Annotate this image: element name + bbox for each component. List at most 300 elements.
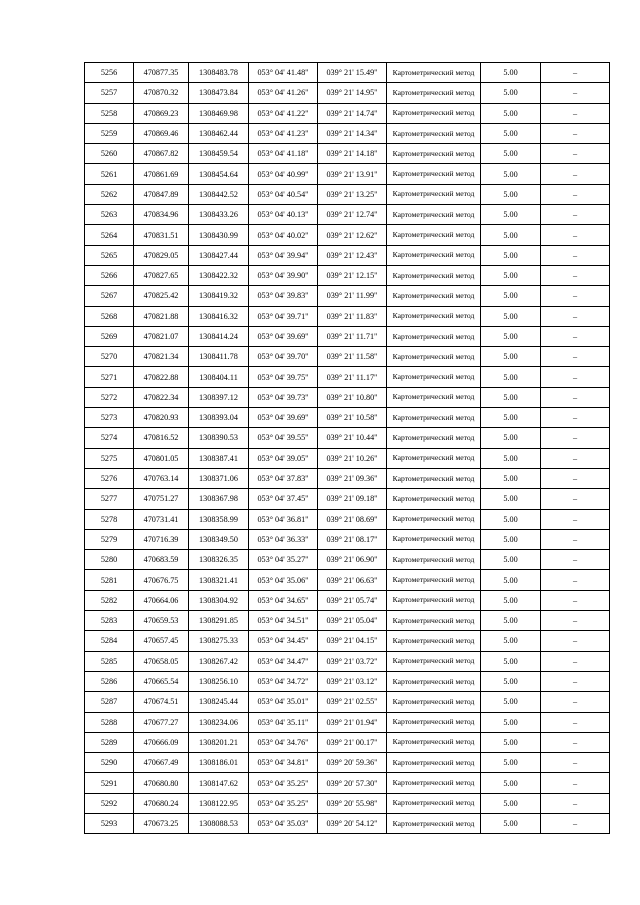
y-coordinate-cell: 1308256.10 xyxy=(189,671,249,691)
point-number-cell: 5266 xyxy=(85,265,134,285)
table-row xyxy=(85,205,610,225)
note-cell: – xyxy=(541,144,610,164)
longitude-cell: 039° 21' 12.15" xyxy=(318,265,387,285)
note-cell: – xyxy=(541,184,610,204)
method-cell: Картометрический метод xyxy=(387,428,481,448)
point-number-cell: 5293 xyxy=(85,813,134,833)
point-number-cell: 5284 xyxy=(85,631,134,651)
method-cell: Картометрический метод xyxy=(387,671,481,691)
accuracy-cell: 5.00 xyxy=(481,692,541,712)
table-row xyxy=(85,671,610,691)
method-cell: Картометрический метод xyxy=(387,489,481,509)
longitude-cell: 039° 20' 57.30" xyxy=(318,773,387,793)
y-coordinate-cell: 1308416.32 xyxy=(189,306,249,326)
point-number-cell: 5274 xyxy=(85,428,134,448)
point-number-cell: 5283 xyxy=(85,611,134,631)
note-cell: – xyxy=(541,265,610,285)
point-number-cell: 5269 xyxy=(85,326,134,346)
y-coordinate-cell: 1308321.41 xyxy=(189,570,249,590)
latitude-cell: 053° 04' 41.22" xyxy=(249,103,318,123)
point-number-cell: 5278 xyxy=(85,509,134,529)
point-number-cell: 5261 xyxy=(85,164,134,184)
x-coordinate-cell: 470816.52 xyxy=(134,428,189,448)
point-number-cell: 5262 xyxy=(85,184,134,204)
point-number-cell: 5285 xyxy=(85,651,134,671)
longitude-cell: 039° 21' 14.95" xyxy=(318,83,387,103)
longitude-cell: 039° 21' 13.91" xyxy=(318,164,387,184)
note-cell: – xyxy=(541,631,610,651)
point-number-cell: 5257 xyxy=(85,83,134,103)
note-cell: – xyxy=(541,651,610,671)
accuracy-cell: 5.00 xyxy=(481,570,541,590)
method-cell: Картометрический метод xyxy=(387,753,481,773)
method-cell: Картометрический метод xyxy=(387,205,481,225)
latitude-cell: 053° 04' 34.76" xyxy=(249,732,318,752)
method-cell: Картометрический метод xyxy=(387,387,481,407)
method-cell: Картометрический метод xyxy=(387,651,481,671)
note-cell: – xyxy=(541,732,610,752)
y-coordinate-cell: 1308469.98 xyxy=(189,103,249,123)
accuracy-cell: 5.00 xyxy=(481,83,541,103)
longitude-cell: 039° 21' 12.74" xyxy=(318,205,387,225)
table-row xyxy=(85,144,610,164)
y-coordinate-cell: 1308411.78 xyxy=(189,347,249,367)
x-coordinate-cell: 470827.65 xyxy=(134,265,189,285)
table-row xyxy=(85,326,610,346)
accuracy-cell: 5.00 xyxy=(481,732,541,752)
longitude-cell: 039° 21' 12.43" xyxy=(318,245,387,265)
point-number-cell: 5290 xyxy=(85,753,134,773)
x-coordinate-cell: 470821.88 xyxy=(134,306,189,326)
latitude-cell: 053° 04' 39.71" xyxy=(249,306,318,326)
accuracy-cell: 5.00 xyxy=(481,265,541,285)
table-row xyxy=(85,265,610,285)
longitude-cell: 039° 21' 14.74" xyxy=(318,103,387,123)
point-number-cell: 5260 xyxy=(85,144,134,164)
method-cell: Картометрический метод xyxy=(387,773,481,793)
point-number-cell: 5271 xyxy=(85,367,134,387)
x-coordinate-cell: 470680.24 xyxy=(134,793,189,813)
note-cell: – xyxy=(541,468,610,488)
coordinates-table xyxy=(84,62,610,834)
note-cell: – xyxy=(541,205,610,225)
point-number-cell: 5277 xyxy=(85,489,134,509)
latitude-cell: 053° 04' 37.83" xyxy=(249,468,318,488)
y-coordinate-cell: 1308267.42 xyxy=(189,651,249,671)
latitude-cell: 053° 04' 34.72" xyxy=(249,671,318,691)
y-coordinate-cell: 1308427.44 xyxy=(189,245,249,265)
y-coordinate-cell: 1308186.01 xyxy=(189,753,249,773)
method-cell: Картометрический метод xyxy=(387,590,481,610)
accuracy-cell: 5.00 xyxy=(481,773,541,793)
table-row xyxy=(85,570,610,590)
y-coordinate-cell: 1308404.11 xyxy=(189,367,249,387)
latitude-cell: 053° 04' 39.69" xyxy=(249,326,318,346)
y-coordinate-cell: 1308088.53 xyxy=(189,813,249,833)
table-row xyxy=(85,428,610,448)
point-number-cell: 5272 xyxy=(85,387,134,407)
latitude-cell: 053° 04' 35.06" xyxy=(249,570,318,590)
method-cell: Картометрический метод xyxy=(387,509,481,529)
method-cell: Картометрический метод xyxy=(387,326,481,346)
longitude-cell: 039° 21' 08.69" xyxy=(318,509,387,529)
method-cell: Картометрический метод xyxy=(387,265,481,285)
accuracy-cell: 5.00 xyxy=(481,367,541,387)
accuracy-cell: 5.00 xyxy=(481,306,541,326)
x-coordinate-cell: 470673.25 xyxy=(134,813,189,833)
accuracy-cell: 5.00 xyxy=(481,164,541,184)
table-row xyxy=(85,509,610,529)
note-cell: – xyxy=(541,225,610,245)
latitude-cell: 053° 04' 40.99" xyxy=(249,164,318,184)
point-number-cell: 5264 xyxy=(85,225,134,245)
point-number-cell: 5281 xyxy=(85,570,134,590)
accuracy-cell: 5.00 xyxy=(481,428,541,448)
table-row xyxy=(85,813,610,833)
point-number-cell: 5291 xyxy=(85,773,134,793)
y-coordinate-cell: 1308387.41 xyxy=(189,448,249,468)
y-coordinate-cell: 1308275.33 xyxy=(189,631,249,651)
method-cell: Картометрический метод xyxy=(387,347,481,367)
table-row xyxy=(85,793,610,813)
x-coordinate-cell: 470667.49 xyxy=(134,753,189,773)
latitude-cell: 053° 04' 39.90" xyxy=(249,265,318,285)
accuracy-cell: 5.00 xyxy=(481,448,541,468)
latitude-cell: 053° 04' 34.45" xyxy=(249,631,318,651)
latitude-cell: 053° 04' 35.25" xyxy=(249,793,318,813)
method-cell: Картометрический метод xyxy=(387,164,481,184)
longitude-cell: 039° 21' 05.74" xyxy=(318,590,387,610)
accuracy-cell: 5.00 xyxy=(481,753,541,773)
x-coordinate-cell: 470834.96 xyxy=(134,205,189,225)
x-coordinate-cell: 470822.88 xyxy=(134,367,189,387)
note-cell: – xyxy=(541,428,610,448)
point-number-cell: 5287 xyxy=(85,692,134,712)
longitude-cell: 039° 21' 11.58" xyxy=(318,347,387,367)
point-number-cell: 5267 xyxy=(85,286,134,306)
accuracy-cell: 5.00 xyxy=(481,631,541,651)
y-coordinate-cell: 1308442.52 xyxy=(189,184,249,204)
y-coordinate-cell: 1308397.12 xyxy=(189,387,249,407)
note-cell: – xyxy=(541,367,610,387)
longitude-cell: 039° 21' 10.26" xyxy=(318,448,387,468)
longitude-cell: 039° 21' 11.71" xyxy=(318,326,387,346)
point-number-cell: 5282 xyxy=(85,590,134,610)
accuracy-cell: 5.00 xyxy=(481,590,541,610)
note-cell: – xyxy=(541,83,610,103)
accuracy-cell: 5.00 xyxy=(481,347,541,367)
table-row xyxy=(85,651,610,671)
y-coordinate-cell: 1308234.06 xyxy=(189,712,249,732)
accuracy-cell: 5.00 xyxy=(481,408,541,428)
x-coordinate-cell: 470831.51 xyxy=(134,225,189,245)
method-cell: Картометрический метод xyxy=(387,144,481,164)
y-coordinate-cell: 1308462.44 xyxy=(189,123,249,143)
method-cell: Картометрический метод xyxy=(387,448,481,468)
accuracy-cell: 5.00 xyxy=(481,489,541,509)
longitude-cell: 039° 20' 55.98" xyxy=(318,793,387,813)
method-cell: Картометрический метод xyxy=(387,793,481,813)
longitude-cell: 039° 21' 08.17" xyxy=(318,529,387,549)
point-number-cell: 5263 xyxy=(85,205,134,225)
y-coordinate-cell: 1308459.54 xyxy=(189,144,249,164)
longitude-cell: 039° 21' 04.15" xyxy=(318,631,387,651)
accuracy-cell: 5.00 xyxy=(481,123,541,143)
x-coordinate-cell: 470683.59 xyxy=(134,550,189,570)
y-coordinate-cell: 1308326.35 xyxy=(189,550,249,570)
x-coordinate-cell: 470870.32 xyxy=(134,83,189,103)
method-cell: Картометрический метод xyxy=(387,286,481,306)
note-cell: – xyxy=(541,286,610,306)
x-coordinate-cell: 470829.05 xyxy=(134,245,189,265)
accuracy-cell: 5.00 xyxy=(481,63,541,83)
table-row xyxy=(85,732,610,752)
x-coordinate-cell: 470676.75 xyxy=(134,570,189,590)
latitude-cell: 053° 04' 41.48" xyxy=(249,63,318,83)
note-cell: – xyxy=(541,347,610,367)
method-cell: Картометрический метод xyxy=(387,408,481,428)
method-cell: Картометрический метод xyxy=(387,732,481,752)
table-row xyxy=(85,590,610,610)
method-cell: Картометрический метод xyxy=(387,550,481,570)
note-cell: – xyxy=(541,671,610,691)
y-coordinate-cell: 1308454.64 xyxy=(189,164,249,184)
accuracy-cell: 5.00 xyxy=(481,387,541,407)
longitude-cell: 039° 21' 11.17" xyxy=(318,367,387,387)
y-coordinate-cell: 1308430.99 xyxy=(189,225,249,245)
method-cell: Картометрический метод xyxy=(387,529,481,549)
method-cell: Картометрический метод xyxy=(387,692,481,712)
x-coordinate-cell: 470751.27 xyxy=(134,489,189,509)
method-cell: Картометрический метод xyxy=(387,63,481,83)
table-row xyxy=(85,367,610,387)
longitude-cell: 039° 21' 09.18" xyxy=(318,489,387,509)
coordinates-table-body xyxy=(85,63,610,834)
method-cell: Картометрический метод xyxy=(387,184,481,204)
x-coordinate-cell: 470877.35 xyxy=(134,63,189,83)
x-coordinate-cell: 470847.89 xyxy=(134,184,189,204)
table-row xyxy=(85,184,610,204)
x-coordinate-cell: 470869.46 xyxy=(134,123,189,143)
x-coordinate-cell: 470731.41 xyxy=(134,509,189,529)
x-coordinate-cell: 470763.14 xyxy=(134,468,189,488)
note-cell: – xyxy=(541,550,610,570)
longitude-cell: 039° 21' 14.18" xyxy=(318,144,387,164)
longitude-cell: 039° 21' 02.55" xyxy=(318,692,387,712)
x-coordinate-cell: 470821.07 xyxy=(134,326,189,346)
y-coordinate-cell: 1308201.21 xyxy=(189,732,249,752)
table-row xyxy=(85,550,610,570)
latitude-cell: 053° 04' 39.55" xyxy=(249,428,318,448)
longitude-cell: 039° 20' 54.12" xyxy=(318,813,387,833)
table-row xyxy=(85,347,610,367)
accuracy-cell: 5.00 xyxy=(481,509,541,529)
latitude-cell: 053° 04' 40.02" xyxy=(249,225,318,245)
y-coordinate-cell: 1308349.50 xyxy=(189,529,249,549)
method-cell: Картометрический метод xyxy=(387,712,481,732)
y-coordinate-cell: 1308245.44 xyxy=(189,692,249,712)
x-coordinate-cell: 470666.09 xyxy=(134,732,189,752)
table-row xyxy=(85,306,610,326)
latitude-cell: 053° 04' 36.33" xyxy=(249,529,318,549)
accuracy-cell: 5.00 xyxy=(481,225,541,245)
accuracy-cell: 5.00 xyxy=(481,651,541,671)
accuracy-cell: 5.00 xyxy=(481,529,541,549)
table-row xyxy=(85,164,610,184)
longitude-cell: 039° 21' 13.25" xyxy=(318,184,387,204)
y-coordinate-cell: 1308390.53 xyxy=(189,428,249,448)
point-number-cell: 5268 xyxy=(85,306,134,326)
latitude-cell: 053° 04' 39.75" xyxy=(249,367,318,387)
method-cell: Картометрический метод xyxy=(387,813,481,833)
longitude-cell: 039° 21' 09.36" xyxy=(318,468,387,488)
accuracy-cell: 5.00 xyxy=(481,550,541,570)
note-cell: – xyxy=(541,245,610,265)
x-coordinate-cell: 470801.05 xyxy=(134,448,189,468)
longitude-cell: 039° 21' 01.94" xyxy=(318,712,387,732)
note-cell: – xyxy=(541,753,610,773)
note-cell: – xyxy=(541,773,610,793)
latitude-cell: 053° 04' 39.73" xyxy=(249,387,318,407)
x-coordinate-cell: 470825.42 xyxy=(134,286,189,306)
y-coordinate-cell: 1308433.26 xyxy=(189,205,249,225)
accuracy-cell: 5.00 xyxy=(481,184,541,204)
longitude-cell: 039° 21' 10.44" xyxy=(318,428,387,448)
accuracy-cell: 5.00 xyxy=(481,611,541,631)
method-cell: Картометрический метод xyxy=(387,103,481,123)
latitude-cell: 053° 04' 34.81" xyxy=(249,753,318,773)
latitude-cell: 053° 04' 35.11" xyxy=(249,712,318,732)
accuracy-cell: 5.00 xyxy=(481,103,541,123)
method-cell: Картометрический метод xyxy=(387,611,481,631)
note-cell: – xyxy=(541,103,610,123)
x-coordinate-cell: 470674.51 xyxy=(134,692,189,712)
latitude-cell: 053° 04' 34.65" xyxy=(249,590,318,610)
y-coordinate-cell: 1308483.78 xyxy=(189,63,249,83)
longitude-cell: 039° 21' 14.34" xyxy=(318,123,387,143)
point-number-cell: 5279 xyxy=(85,529,134,549)
method-cell: Картометрический метод xyxy=(387,225,481,245)
latitude-cell: 053° 04' 39.70" xyxy=(249,347,318,367)
y-coordinate-cell: 1308393.04 xyxy=(189,408,249,428)
longitude-cell: 039° 21' 06.63" xyxy=(318,570,387,590)
latitude-cell: 053° 04' 34.51" xyxy=(249,611,318,631)
latitude-cell: 053° 04' 40.13" xyxy=(249,205,318,225)
point-number-cell: 5275 xyxy=(85,448,134,468)
note-cell: – xyxy=(541,164,610,184)
note-cell: – xyxy=(541,529,610,549)
table-row xyxy=(85,611,610,631)
latitude-cell: 053° 04' 35.27" xyxy=(249,550,318,570)
latitude-cell: 053° 04' 35.25" xyxy=(249,773,318,793)
x-coordinate-cell: 470820.93 xyxy=(134,408,189,428)
point-number-cell: 5258 xyxy=(85,103,134,123)
x-coordinate-cell: 470861.69 xyxy=(134,164,189,184)
point-number-cell: 5259 xyxy=(85,123,134,143)
accuracy-cell: 5.00 xyxy=(481,671,541,691)
latitude-cell: 053° 04' 39.94" xyxy=(249,245,318,265)
note-cell: – xyxy=(541,326,610,346)
note-cell: – xyxy=(541,489,610,509)
longitude-cell: 039° 21' 00.17" xyxy=(318,732,387,752)
table-row xyxy=(85,225,610,245)
point-number-cell: 5276 xyxy=(85,468,134,488)
x-coordinate-cell: 470680.80 xyxy=(134,773,189,793)
x-coordinate-cell: 470867.82 xyxy=(134,144,189,164)
table-row xyxy=(85,83,610,103)
accuracy-cell: 5.00 xyxy=(481,326,541,346)
table-row xyxy=(85,631,610,651)
latitude-cell: 053° 04' 36.81" xyxy=(249,509,318,529)
note-cell: – xyxy=(541,793,610,813)
longitude-cell: 039° 21' 10.80" xyxy=(318,387,387,407)
latitude-cell: 053° 04' 39.83" xyxy=(249,286,318,306)
latitude-cell: 053° 04' 41.23" xyxy=(249,123,318,143)
note-cell: – xyxy=(541,306,610,326)
method-cell: Картометрический метод xyxy=(387,306,481,326)
accuracy-cell: 5.00 xyxy=(481,813,541,833)
longitude-cell: 039° 21' 05.04" xyxy=(318,611,387,631)
latitude-cell: 053° 04' 37.45" xyxy=(249,489,318,509)
point-number-cell: 5288 xyxy=(85,712,134,732)
latitude-cell: 053° 04' 39.69" xyxy=(249,408,318,428)
point-number-cell: 5289 xyxy=(85,732,134,752)
table-row xyxy=(85,123,610,143)
y-coordinate-cell: 1308419.32 xyxy=(189,286,249,306)
longitude-cell: 039° 21' 03.72" xyxy=(318,651,387,671)
latitude-cell: 053° 04' 39.05" xyxy=(249,448,318,468)
note-cell: – xyxy=(541,509,610,529)
table-row xyxy=(85,448,610,468)
table-row xyxy=(85,712,610,732)
method-cell: Картометрический метод xyxy=(387,83,481,103)
latitude-cell: 053° 04' 41.26" xyxy=(249,83,318,103)
table-row xyxy=(85,692,610,712)
accuracy-cell: 5.00 xyxy=(481,286,541,306)
method-cell: Картометрический метод xyxy=(387,367,481,387)
x-coordinate-cell: 470677.27 xyxy=(134,712,189,732)
longitude-cell: 039° 21' 15.49" xyxy=(318,63,387,83)
table-row xyxy=(85,103,610,123)
x-coordinate-cell: 470665.54 xyxy=(134,671,189,691)
note-cell: – xyxy=(541,63,610,83)
y-coordinate-cell: 1308473.84 xyxy=(189,83,249,103)
note-cell: – xyxy=(541,692,610,712)
accuracy-cell: 5.00 xyxy=(481,144,541,164)
method-cell: Картометрический метод xyxy=(387,570,481,590)
x-coordinate-cell: 470658.05 xyxy=(134,651,189,671)
table-row xyxy=(85,63,610,83)
table-row xyxy=(85,489,610,509)
y-coordinate-cell: 1308371.06 xyxy=(189,468,249,488)
note-cell: – xyxy=(541,408,610,428)
x-coordinate-cell: 470716.39 xyxy=(134,529,189,549)
point-number-cell: 5256 xyxy=(85,63,134,83)
x-coordinate-cell: 470659.53 xyxy=(134,611,189,631)
point-number-cell: 5286 xyxy=(85,671,134,691)
table-row xyxy=(85,468,610,488)
note-cell: – xyxy=(541,570,610,590)
note-cell: – xyxy=(541,590,610,610)
point-number-cell: 5265 xyxy=(85,245,134,265)
note-cell: – xyxy=(541,387,610,407)
point-number-cell: 5292 xyxy=(85,793,134,813)
latitude-cell: 053° 04' 35.01" xyxy=(249,692,318,712)
note-cell: – xyxy=(541,813,610,833)
method-cell: Картометрический метод xyxy=(387,468,481,488)
y-coordinate-cell: 1308291.85 xyxy=(189,611,249,631)
latitude-cell: 053° 04' 41.18" xyxy=(249,144,318,164)
